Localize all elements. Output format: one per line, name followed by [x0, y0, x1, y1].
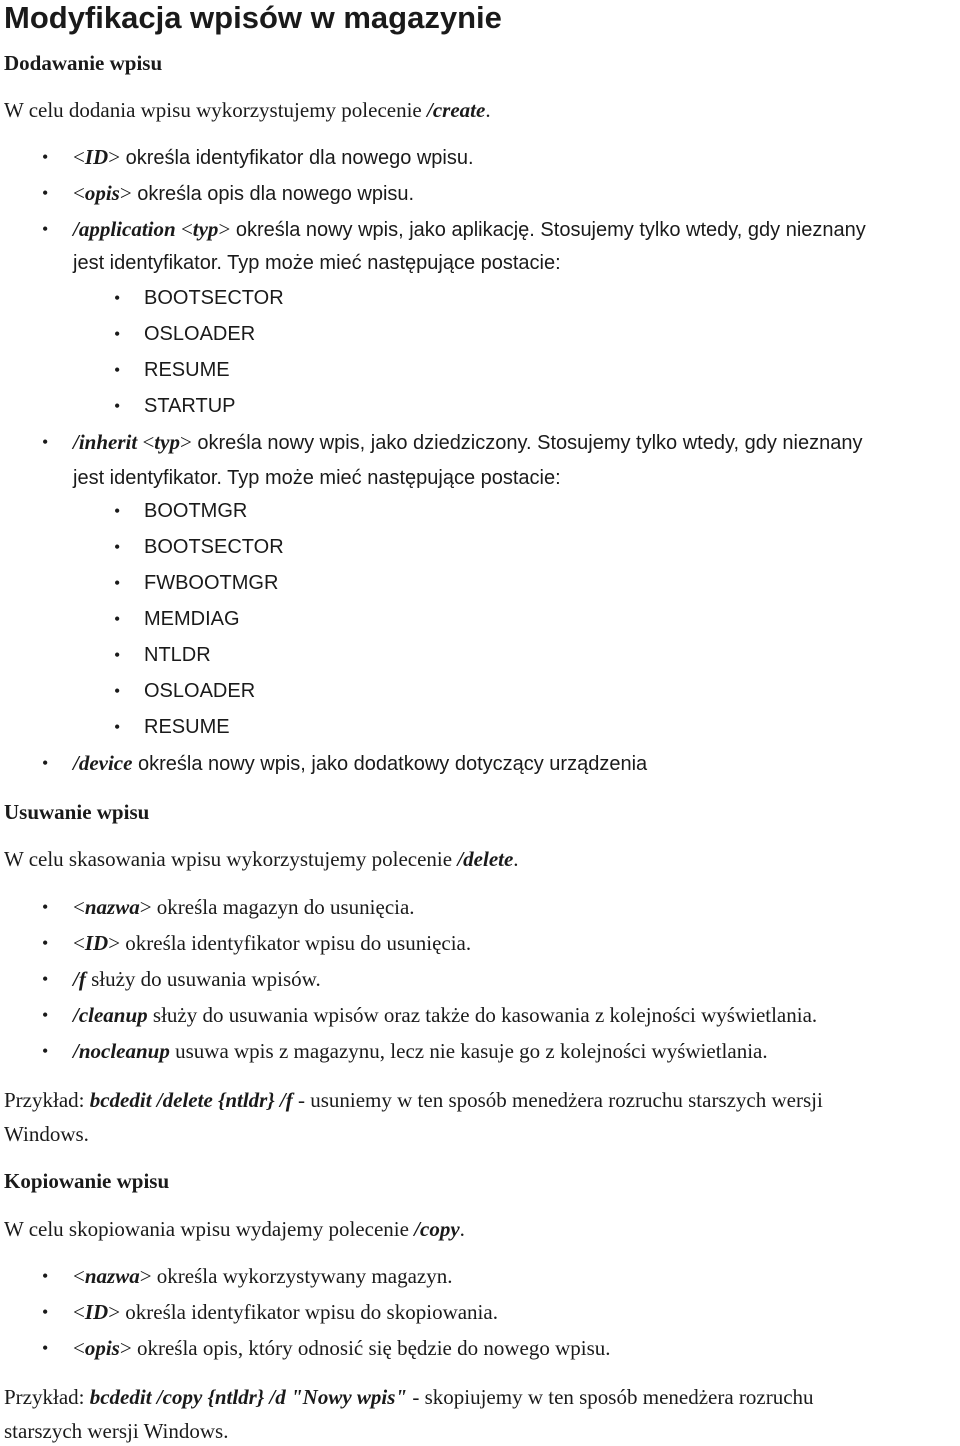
- type-item: NTLDR: [144, 644, 211, 666]
- section-heading-add: Dodawanie wpisu: [4, 51, 163, 75]
- type-item: BOOTSECTOR: [144, 287, 284, 309]
- bullet-icon: •: [42, 897, 49, 917]
- bullet-icon: •: [114, 609, 121, 629]
- list-item-nocleanup: /nocleanup usuwa wpis z magazynu, lecz nie kasuje go z kolejności wyświetlania.: [73, 1039, 768, 1063]
- list-item-cleanup: /cleanup służy do usuwania wpisów oraz także do kasowania z kolejności wyświetlania.: [73, 1003, 818, 1027]
- list-item-opis: <opis> określa opis dla nowego wpisu.: [73, 181, 415, 205]
- list-item-inherit-cont: jest identyfikator. Typ może mieć następujące postacie:: [73, 467, 561, 489]
- bullet-icon: •: [42, 1005, 49, 1025]
- bullet-icon: •: [42, 969, 49, 989]
- copy-command: /copy: [414, 1217, 460, 1241]
- delete-example: Przykład: bcdedit /delete {ntldr} /f - usuniemy w ten sposób menedżera rozruchu starszych wersji: [4, 1088, 823, 1112]
- bullet-icon: •: [114, 717, 121, 737]
- type-item: RESUME: [144, 359, 230, 381]
- bullet-icon: •: [42, 933, 49, 953]
- list-item-opis: <opis> określa opis, który odnosić się będzie do nowego wpisu.: [73, 1336, 611, 1360]
- type-item: BOOTMGR: [144, 500, 248, 522]
- type-item: OSLOADER: [144, 680, 256, 702]
- bullet-icon: •: [114, 501, 121, 521]
- bullet-icon: •: [42, 147, 49, 167]
- list-item-id: <ID> określa identyfikator wpisu do usunięcia.: [73, 931, 472, 955]
- bullet-icon: •: [114, 537, 121, 557]
- copy-intro-paragraph: W celu skopiowania wpisu wydajemy polecenie /copy.: [4, 1217, 465, 1241]
- bullet-icon: •: [42, 183, 49, 203]
- delete-command: /delete: [457, 847, 514, 871]
- create-command: /create: [427, 98, 486, 122]
- list-item-application-cont: jest identyfikator. Typ może mieć następujące postacie:: [73, 252, 561, 274]
- page-title: Modyfikacja wpisów w magazynie: [4, 0, 502, 35]
- bullet-icon: •: [42, 1266, 49, 1286]
- bullet-icon: •: [114, 396, 121, 416]
- copy-example-cont: starszych wersji Windows.: [4, 1419, 229, 1443]
- bullet-icon: •: [114, 288, 121, 308]
- bullet-icon: •: [42, 219, 49, 239]
- list-item-id: <ID> określa identyfikator dla nowego wpisu.: [73, 145, 474, 169]
- copy-example: Przykład: bcdedit /copy {ntldr} /d "Nowy wpis" - skopiujemy w ten sposób menedżera rozruchu: [4, 1385, 814, 1409]
- section-heading-copy: Kopiowanie wpisu: [4, 1169, 170, 1193]
- list-item-f: /f służy do usuwania wpisów.: [73, 967, 321, 991]
- type-item: BOOTSECTOR: [144, 536, 284, 558]
- bullet-icon: •: [42, 1338, 49, 1358]
- add-intro-paragraph: W celu dodania wpisu wykorzystujemy polecenie /create.: [4, 98, 491, 122]
- list-item-nazwa: <nazwa> określa wykorzystywany magazyn.: [73, 1264, 453, 1288]
- bullet-icon: •: [114, 681, 121, 701]
- delete-intro-paragraph: W celu skasowania wpisu wykorzystujemy polecenie /delete.: [4, 847, 519, 871]
- type-item: OSLOADER: [144, 323, 256, 345]
- list-item-nazwa: <nazwa> określa magazyn do usunięcia.: [73, 895, 415, 919]
- type-item: FWBOOTMGR: [144, 572, 279, 594]
- bullet-icon: •: [114, 645, 121, 665]
- bullet-icon: •: [114, 360, 121, 380]
- list-item-id: <ID> określa identyfikator wpisu do skopiowania.: [73, 1300, 498, 1324]
- bullet-icon: •: [42, 753, 49, 773]
- list-item-application: /application <typ> określa nowy wpis, jako aplikację. Stosujemy tylko wtedy, gdy nieznany: [73, 217, 866, 241]
- section-heading-delete: Usuwanie wpisu: [4, 800, 150, 824]
- list-item-device: /device określa nowy wpis, jako dodatkowy dotyczący urządzenia: [73, 751, 648, 775]
- type-item: STARTUP: [144, 395, 236, 417]
- bullet-icon: •: [42, 1302, 49, 1322]
- bullet-icon: •: [114, 573, 121, 593]
- bullet-icon: •: [114, 324, 121, 344]
- type-item: MEMDIAG: [144, 608, 240, 630]
- bullet-icon: •: [42, 1041, 49, 1061]
- list-item-inherit: /inherit <typ> określa nowy wpis, jako dziedziczony. Stosujemy tylko wtedy, gdy nieznany: [73, 430, 863, 454]
- type-item: RESUME: [144, 716, 230, 738]
- bullet-icon: •: [42, 432, 49, 452]
- delete-example-cont: Windows.: [4, 1122, 89, 1146]
